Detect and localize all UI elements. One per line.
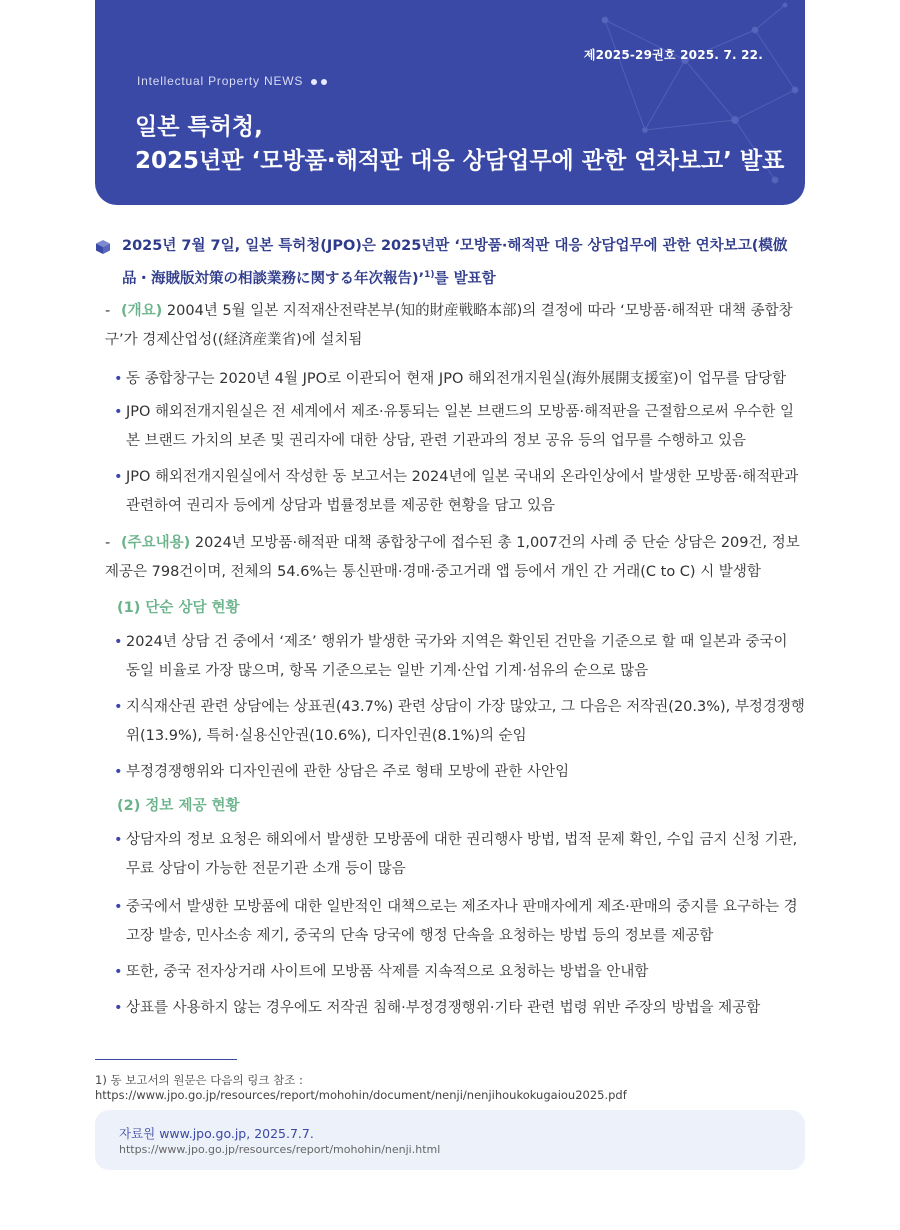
source-url[interactable]: https://www.jpo.go.jp/resources/report/mohohin/nenji.html — [119, 1143, 441, 1156]
bullet-text: 동 종합창구는 2020년 4월 JPO로 이관되어 현재 JPO 해외전개지원실(海外展開支援室)이 업무를 담당함 — [126, 371, 787, 387]
header-banner — [95, 0, 805, 205]
footnote-ref[interactable]: 1) — [424, 270, 435, 280]
dash-marker: - — [105, 303, 111, 319]
bullet-text: 상담자의 정보 요청은 해외에서 발생한 모방품에 대한 권리행사 방법, 법적 문제 확인, 수입 금지 신청 기관, 무료 상담이 가능한 전문기관 소개 등이 많음 — [126, 832, 798, 877]
bullet-text: 중국에서 발생한 모방품에 대한 일반적인 대책으로는 제조자나 판매자에게 제조·판매의 중지를 요구하는 경고장 발송, 민사소송 제기, 중국의 단속 당국에 행정 단속을 요청하는 방법 등의 정보를 제공함 — [126, 899, 798, 944]
bullet-icon: • — [114, 764, 123, 780]
title-line-1: 일본 특허청, — [135, 114, 263, 140]
overview-paragraph — [105, 297, 805, 355]
main-text: 2024년 모방품·해적판 대책 종합창구에 접수된 총 1,007건의 사례 중 단순 상담은 209건, 정보 제공은 798건이며, 전체의 54.6%는 통신판매·경매·중고거래 앱 등에서 개인 간 거래(C to C) 시 발생함 — [105, 535, 800, 580]
overview-text: 2004년 5월 일본 지적재산전략본부(知的財産戦略本部)의 결정에 따라 ‘모방품·해적판 대책 종합창구’가 경제산업성((経済産業省)에 설치됨 — [105, 303, 793, 348]
bullet-icon: • — [114, 899, 123, 915]
section2-bullet-2 — [114, 893, 806, 951]
bullet-icon: • — [114, 1000, 123, 1016]
bullet-icon: • — [114, 469, 123, 485]
bullet-text: 상표를 사용하지 않는 경우에도 저작권 침해·부정경쟁행위·기타 관련 법령 위반 주장의 방법을 제공함 — [126, 1000, 761, 1016]
bullet-text: JPO 해외전개지원실은 전 세계에서 제조·유통되는 일본 브랜드의 모방품·해적판을 근절함으로써 우수한 일본 브랜드 가치의 보존 및 권리자에 대한 상담, 관련 기관과의 정보 공유 등의 업무를 수행하고 있음 — [126, 404, 795, 449]
dot-icon — [321, 79, 327, 85]
title-line-2: 2025년판 ‘모방품·해적판 대응 상담업무에 관한 연차보고’ 발표 — [135, 148, 785, 174]
page-title — [135, 110, 784, 178]
main-label: (주요내용) — [121, 535, 191, 551]
dot-icon — [311, 79, 317, 85]
dash-marker: - — [105, 535, 111, 551]
overview-bullet-1 — [114, 365, 806, 394]
overview-bullet-3 — [114, 463, 806, 521]
source-line[interactable]: 자료원 www.jpo.go.jp, 2025.7.7. — [119, 1126, 314, 1141]
bullet-icon: • — [114, 371, 123, 387]
bullet-icon: • — [114, 964, 123, 980]
section2-bullet-4 — [114, 994, 806, 1023]
footnote[interactable]: 1) 동 보고서의 원문은 다음의 링크 참조 : https://www.jpo.go.jp/resources/report/mohohin/document/nenji/nenjihoukokugaiou2025.pdf — [95, 1073, 627, 1102]
main-paragraph — [105, 529, 805, 587]
bullet-text: 지식재산권 관련 상담에는 상표권(43.7%) 관련 상담이 가장 많았고, 그 다음은 저작권(20.3%), 부정경쟁행위(13.9%), 특허·실용신안권(10.6%), 디자인권(8.1%)의 순임 — [126, 699, 805, 744]
section1-bullet-1 — [114, 628, 806, 686]
section2-bullet-3 — [114, 958, 806, 987]
bullet-text: 부정경쟁행위와 디자인권에 관한 상담은 주로 형태 모방에 관한 사안임 — [126, 764, 570, 780]
issue-number-date: 제2025-29권호 2025. 7. 22. — [583, 48, 763, 62]
bullet-text: JPO 해외전개지원실에서 작성한 동 보고서는 2024년에 일본 국내외 온라인상에서 발생한 모방품·해적판과 관련하여 권리자 등에게 상담과 법률정보를 제공한 현황을 담고 있음 — [126, 469, 799, 514]
lead-paragraph — [122, 232, 812, 294]
bullet-icon: • — [114, 832, 123, 848]
lead-text: 2025년 7월 7일, 일본 특허청(JPO)은 2025년판 ‘모방품·해적판 대응 상담업무에 관한 연차보고(模倣品・海賊版対策の相談業務に関する年次報告)’ — [122, 238, 788, 287]
news-label — [137, 74, 327, 88]
lead-tail: 를 발표함 — [434, 270, 496, 287]
news-label-text: Intellectual Property NEWS — [137, 74, 304, 88]
bullet-icon: • — [114, 404, 123, 420]
bullet-icon: • — [114, 634, 123, 650]
section1-bullet-3 — [114, 758, 806, 787]
section2-bullet-1 — [114, 826, 806, 884]
cube-icon — [95, 239, 111, 255]
footnote-divider — [95, 1059, 237, 1060]
section2-heading: (2) 정보 제공 현황 — [117, 798, 240, 814]
section1-heading: (1) 단순 상담 현황 — [117, 600, 240, 616]
bullet-text: 또한, 중국 전자상거래 사이트에 모방품 삭제를 지속적으로 요청하는 방법을 안내함 — [126, 964, 649, 980]
section1-bullet-2 — [114, 693, 806, 751]
source-box — [95, 1110, 805, 1170]
overview-label: (개요) — [121, 303, 163, 319]
bullet-icon: • — [114, 699, 123, 715]
overview-bullet-2 — [114, 398, 806, 456]
bullet-text: 2024년 상담 건 중에서 ‘제조’ 행위가 발생한 국가와 지역은 확인된 건만을 기준으로 할 때 일본과 중국이 동일 비율로 가장 많으며, 항목 기준으로는 일반 기계·산업 기계·섬유의 순으로 많음 — [126, 634, 788, 679]
